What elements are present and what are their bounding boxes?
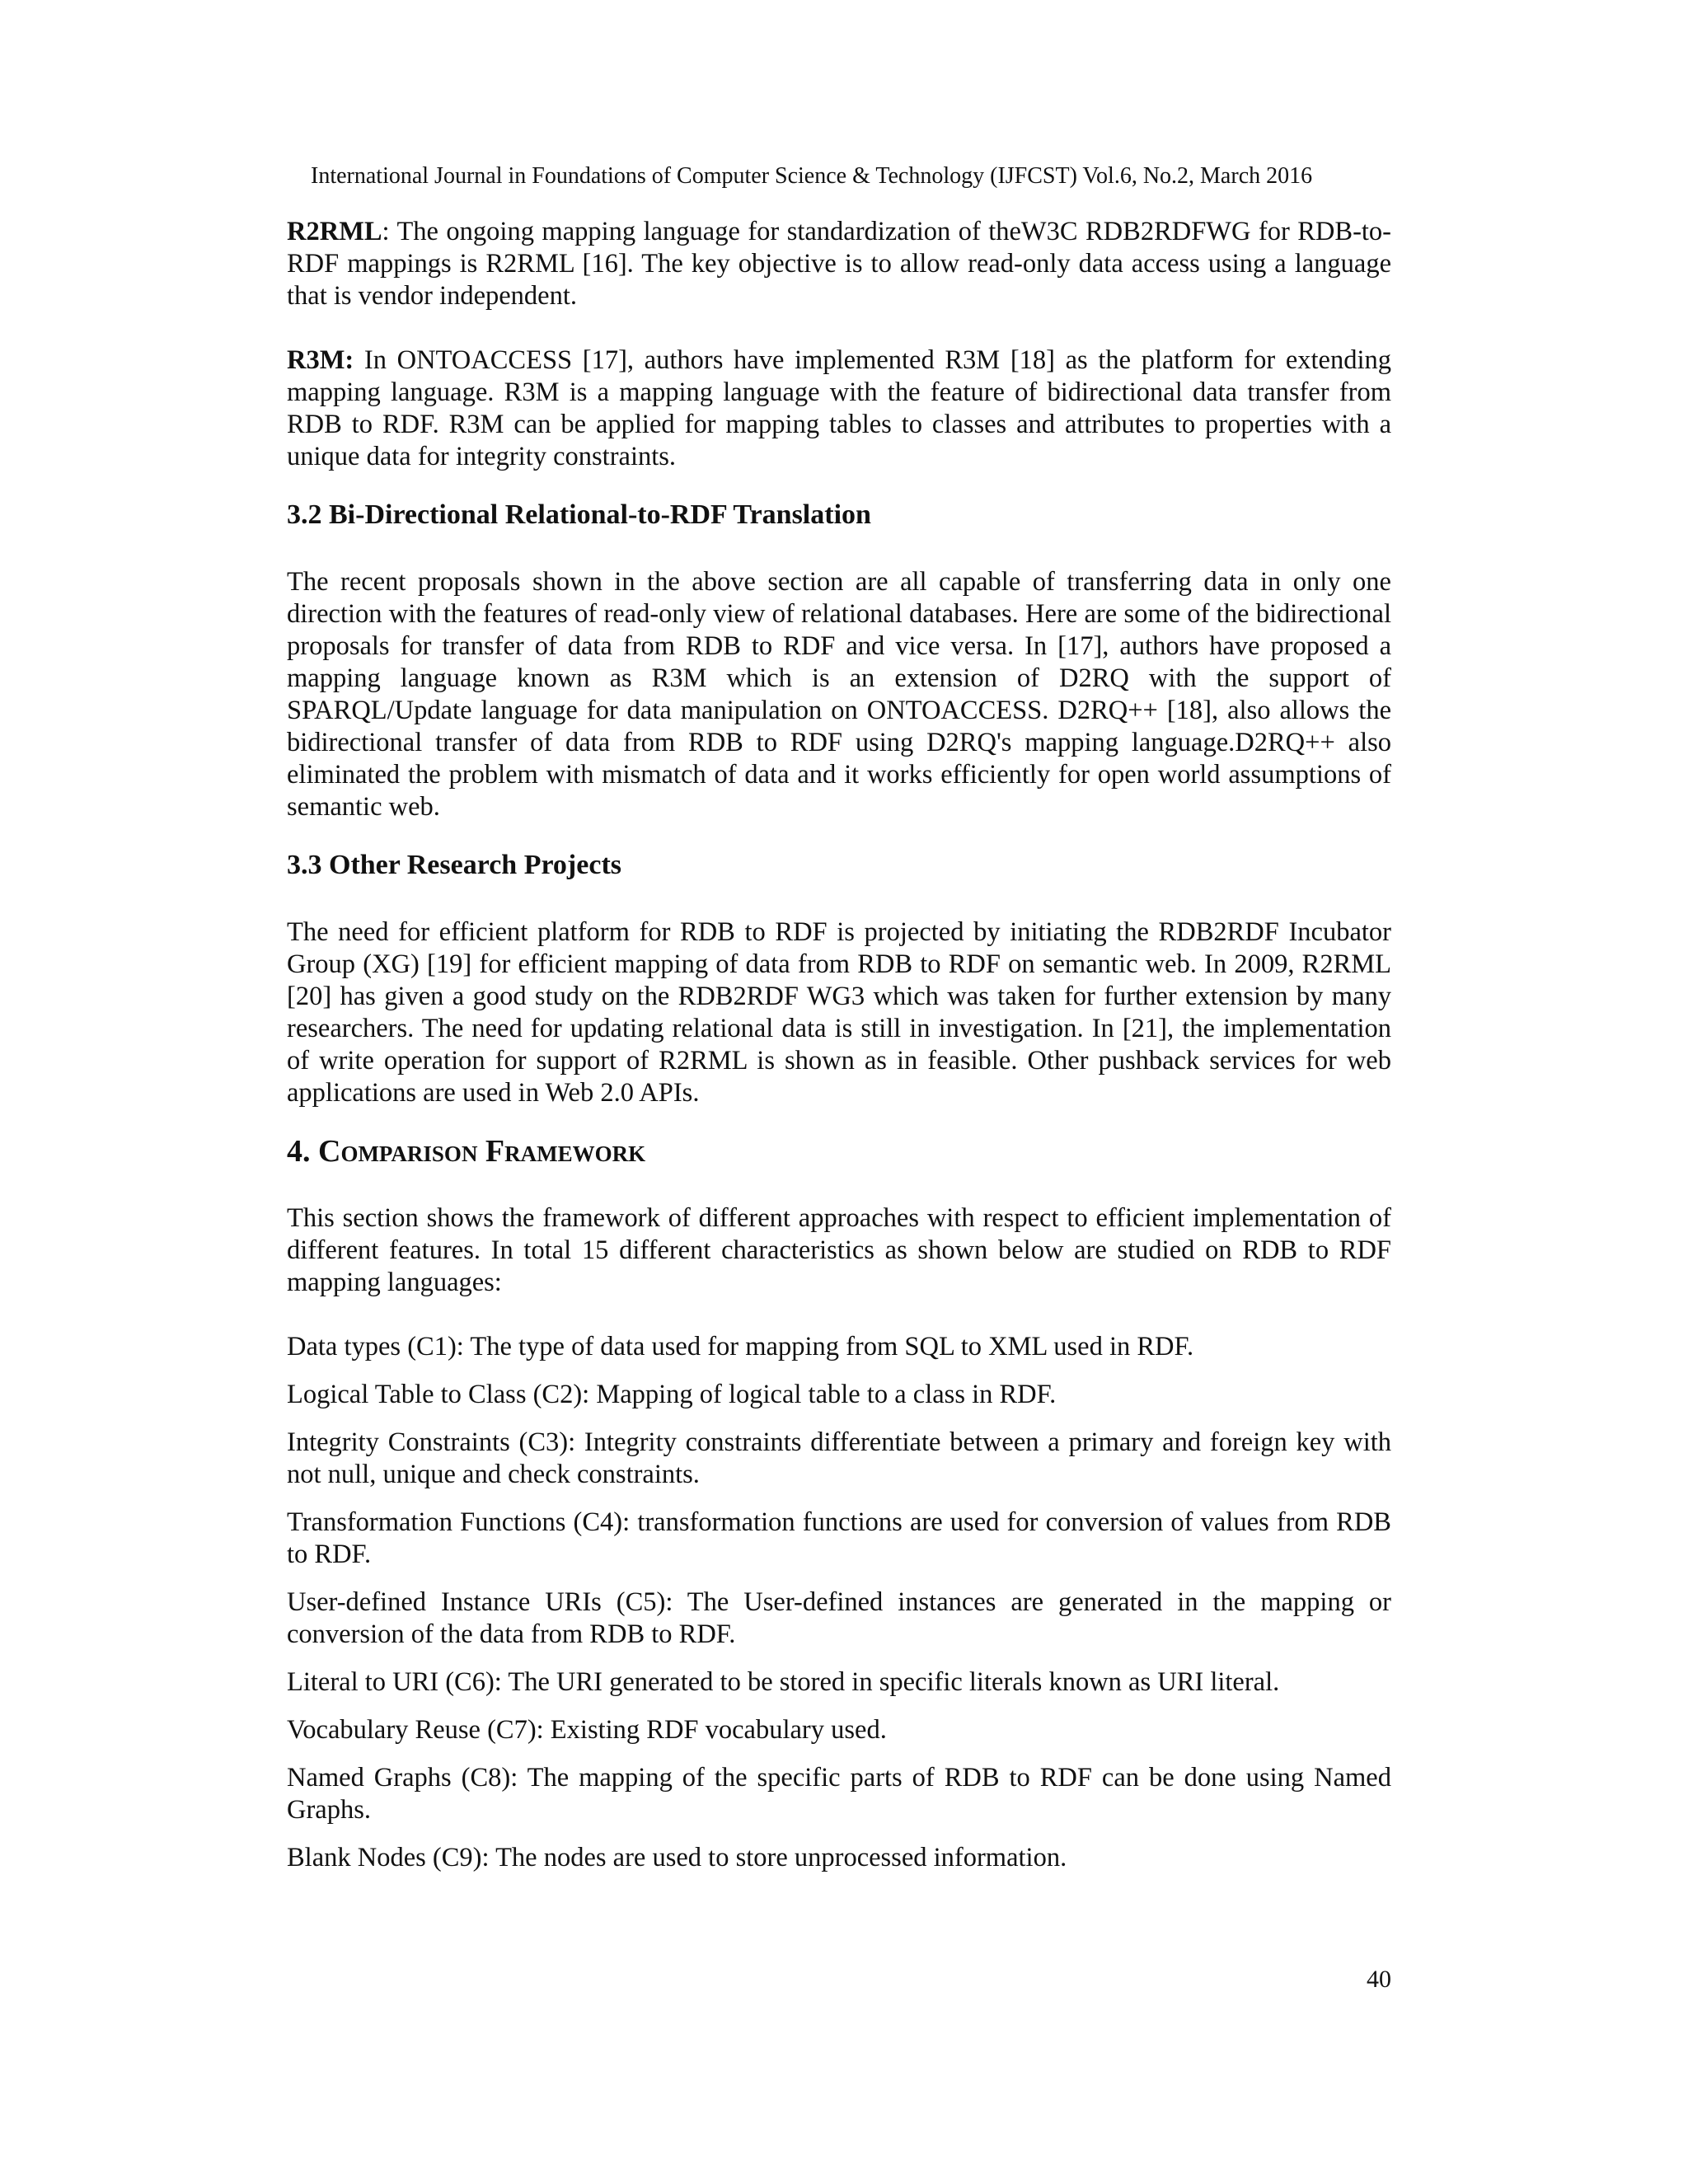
characteristics-list	[287, 1331, 1391, 1874]
term-r3m: R3M:	[287, 345, 354, 375]
page-number: 40	[1367, 1966, 1391, 1993]
paragraph-r3m	[287, 344, 1391, 473]
characteristic-c3: Integrity Constraints (C3): Integrity constraints differentiate between a primary and foreign key with not null, unique and check constraints.	[287, 1427, 1391, 1489]
characteristic-c9: Blank Nodes (C9): The nodes are used to store unprocessed information.	[287, 1843, 1067, 1872]
characteristic-c6: Literal to URI (C6): The URI generated to be stored in specific literals known as URI literal.	[287, 1667, 1280, 1697]
paragraph-r3m-text: In ONTOACCESS [17], authors have implemented R3M [18] as the platform for extending mapping language. R3M is a mapping language with the feature of bidirectional data transfer from RDB to RDF. R3M can be applied for mapping tables to classes and attributes to properties with a unique data for integrity constraints.	[287, 345, 1391, 471]
characteristic-c1: Data types (C1): The type of data used for mapping from SQL to XML used in RDF.	[287, 1332, 1194, 1361]
paragraph-r2rml-text: : The ongoing mapping language for standardization of theW3C RDB2RDFWG for RDB-to-RDF mappings is R2RML [16]. The key objective is to allow read-only data access using a language that is vendor independent.	[287, 217, 1391, 311]
characteristic-c5: User-defined Instance URIs (C5): The User-defined instances are generated in the mapping or conversion of the data from RDB to RDF.	[287, 1587, 1391, 1649]
paragraph-r2rml	[287, 216, 1391, 312]
heading-section-3-2: 3.2 Bi-Directional Relational-to-RDF Translation	[287, 499, 871, 530]
characteristic-c4: Transformation Functions (C4): transformation functions are used for conversion of values from RDB to RDF.	[287, 1507, 1391, 1569]
heading-section-3-3: 3.3 Other Research Projects	[287, 850, 621, 880]
paragraph-section-3-2: The recent proposals shown in the above section are all capable of transferring data in only one direction with the features of read-only view of relational databases. Here are some of the bidirectional proposals for transfer of data from RDB to RDF and vice versa. In [17], authors have proposed a mapping language known as R3M which is an extension of D2RQ with the support of SPARQL/Update language for data manipulation on ONTOACCESS. D2RQ++ [18], also allows the bidirectional transfer of data from RDB to RDF using D2RQ's mapping language.D2RQ++ also eliminated the problem with mismatch of data and it works efficiently for open world assumptions of semantic web.	[287, 567, 1391, 822]
page-content	[287, 216, 1391, 1890]
paragraph-section-3-3: The need for efficient platform for RDB to RDF is projected by initiating the RDB2RDF Incubator Group (XG) [19] for efficient mapping of data from RDB to RDF on semantic web. In 2009, R2RML [20] has given a good study on the RDB2RDF WG3 which was taken for further extension by many researchers. The need for updating relational data is still in investigation. In [21], the implementation of write operation for support of R2RML is shown as in feasible. Other pushback services for web applications are used in Web 2.0 APIs.	[287, 917, 1391, 1108]
term-r2rml: R2RML	[287, 217, 382, 246]
paragraph-section-4-intro: This section shows the framework of different approaches with respect to efficient implementation of different features. In total 15 different characteristics as shown below are studied on RDB to RDF mapping languages:	[287, 1203, 1391, 1297]
running-header: International Journal in Foundations of Computer Science & Technology (IJFCST) Vol.6, No.2, March 2016	[311, 163, 1313, 189]
characteristic-c7: Vocabulary Reuse (C7): Existing RDF vocabulary used.	[287, 1715, 887, 1745]
heading-section-4: 4. Comparison Framework	[287, 1134, 646, 1169]
characteristic-c8: Named Graphs (C8): The mapping of the specific parts of RDB to RDF can be done using Named Graphs.	[287, 1763, 1391, 1825]
characteristic-c2: Logical Table to Class (C2): Mapping of logical table to a class in RDF.	[287, 1380, 1057, 1409]
